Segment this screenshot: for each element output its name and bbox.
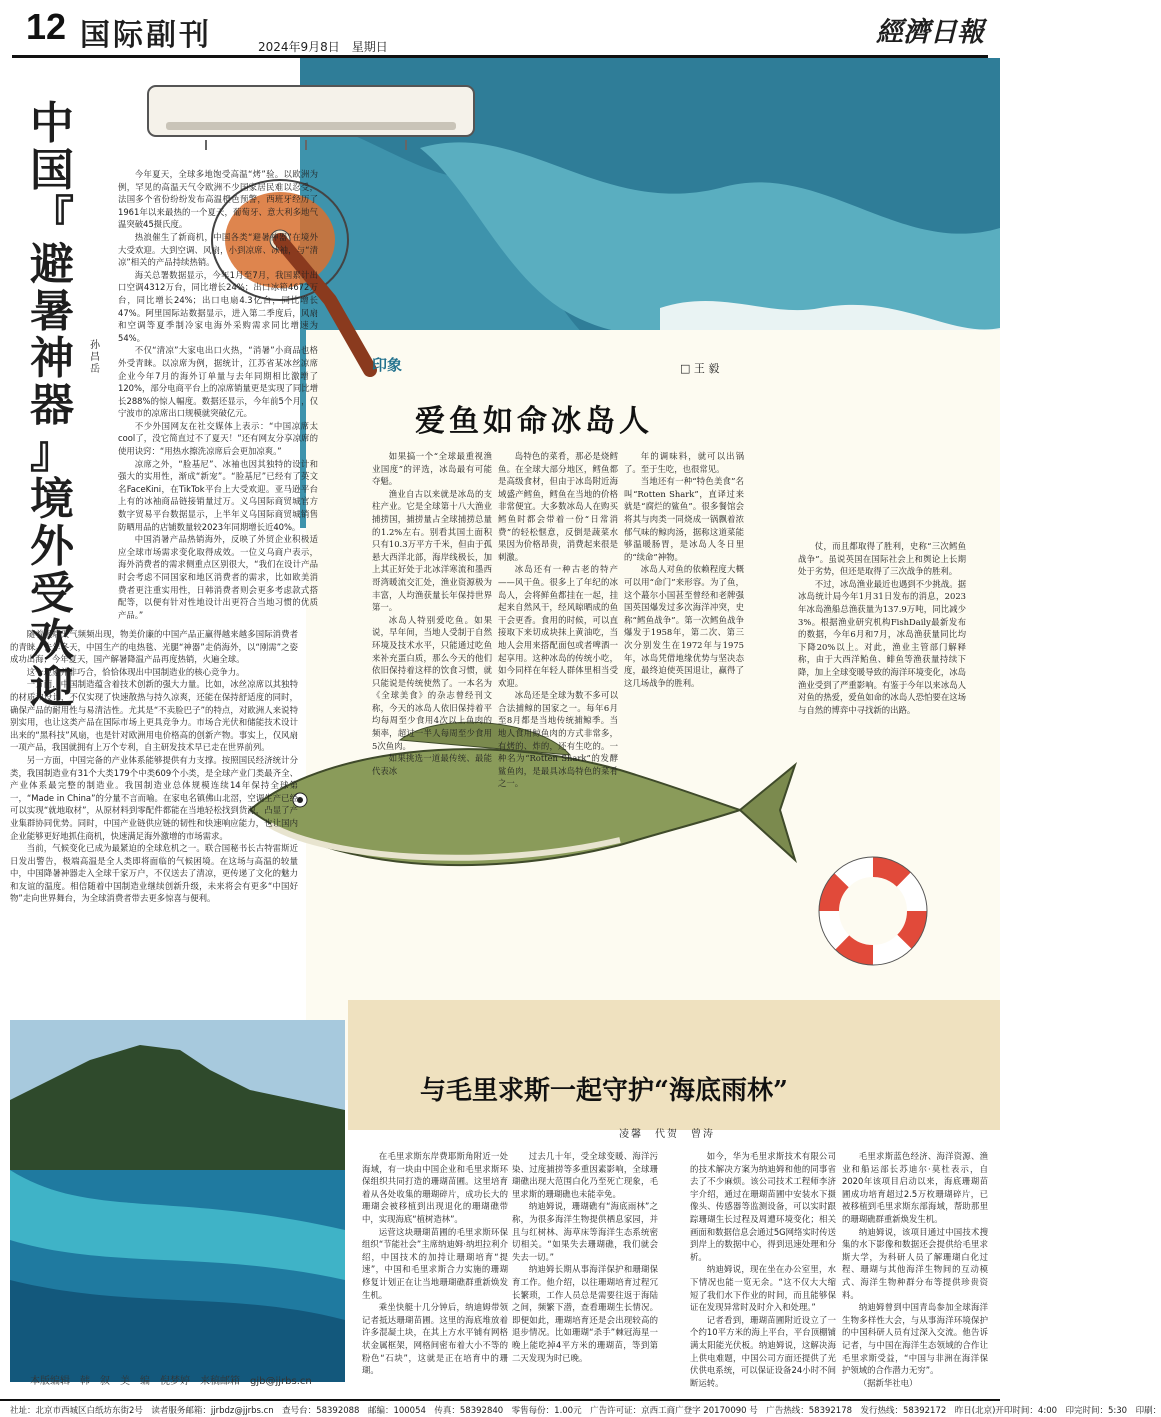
paragraph: 今年夏天，全球多地饱受高温“烤”验。以欧洲为例，罕见的高温天气令欧洲不少国家居民难以忍受，法国多个省份纷纷发布高温橙色预警，西班牙经历了1961年以来最热的一个夏天，葡萄牙、意大利多地气温突破45摄氏度。 [118,169,318,230]
paragraph: 不少外国网友在社交媒体上表示：“中国凉席太cool了，没它简直过不了夏天！”还有网友分享凉席的使用诀窍：“用热水擦洗凉席后会更加凉爽。” [118,420,318,457]
editor-credit: 本版编辑 韩 叙 美 编 倪梦婷 来稿邮箱 gjb@jjrbs.cn [30,1376,312,1387]
article-3-column [690,1150,836,1395]
paragraph: 乘坐快艇十几分钟后，纳迪姆带领记者抵达珊瑚苗圃。这里的海底堆放着许多混凝土块，在其上方水平铺有网格状金属框架，网格间密布着大小不等的粉色“石块”，这就是正在培育中的珊瑚。 [362,1302,508,1376]
headline-char: 避 [30,239,74,290]
headline-char: 外 [30,521,74,572]
paragraph: 凉席之外，“脸基尼”、冰袖也因其独特的设计和强大的实用性，渐成“新宠”。“脸基尼”已经有了英文名FaceKini，在TikTok平台上大受欢迎。亚马逊平台上有的冰袖商品链接销量过万。义乌国际商贸城官方数字贸易平台数据显示，上半年义乌国际商贸城销售防晒用品的店铺数量较2023年同期增长近40%。 [118,458,318,532]
section-title: 国际副刊 [80,18,212,53]
byline-article-2: □ 王 毅 [680,362,720,375]
paragraph: 不仅“清凉”大家电出口火热，“消暑”小商品也格外受青睐。以凉席为例，据统计，江苏省某冰丝凉席企业今年7月的海外订单量与去年同期相比激增了120%，部分电商平台上的凉席销量更是实现了同比增长288%的惊人幅度。数据还显示，今年前5个月，仅宁波市的凉席出口规模就突破亿元。 [118,345,318,419]
paragraph: 如果搞一个“全球最重视渔业国度”的评选，冰岛最有可能夺魁。 [372,451,492,487]
paragraph: 冰岛人对鱼的依赖程度大概可以用“命门”来形容。为了鱼，这个蕞尔小国甚至曾经和老牌强国英国爆发过多次海洋冲突，史称“鳕鱼战争”。第一次鳕鱼战争爆发于1958年，第二次、第三次分别发生在1972年与1975年，冰岛凭借地缘优势与坚决态度，最终迫使英国退让，赢得了这几场战争的胜利。 [624,564,744,688]
paragraph: 纳迪姆说，珊瑚礁有“海底雨林”之称，为很多海洋生物提供栖息家园，并且与红树林、海草床等海洋生态系统密切相关。“如果失去珊瑚礁，我们就会失去一切。” [512,1201,658,1262]
paragraph: 仗，而且都取得了胜利，史称“三次鳕鱼战争”。虽说英国在国际社会上和舆论上长期处于劣势，但还是取得了三次战争的胜利。 [798,541,966,577]
article-2-column [498,450,618,789]
headline-icelanders-love-fish: 爱鱼如命冰岛人 [415,404,653,439]
paragraph: 记者看到，珊瑚苗圃附近设立了一个约10平方米的海上平台，平台顶棚铺满太阳能光伏板。纳迪姆说，这解决海上供电难题，中国公司方面还提供了光伏供电系统，可以保证设备24小时不间断运转。 [690,1314,836,1388]
paragraph: 冰岛人特别爱吃鱼。如果说，早年间，当地人受制于自然环境及技术水平，只能通过吃鱼来补充蛋白质，那么今天的他们依旧保持着这样的饮食习惯，就只能说是传统使然了。一本名为《全球美食》的杂志曾经刊文称，今天的冰岛人依旧保持着平均每周至少食用4次以上鱼肉的频率，超过一半人每周至少食用5次鱼肉。 [372,614,492,751]
paragraph: 这一现象并非巧合，恰恰体现出中国制造业的核心竞争力。 [26,666,245,677]
paragraph: 冰岛还有一种古老的特产——风干鱼。很多上了年纪的冰岛人，会将鲜鱼都挂在一起，挂起来自然风干，经风晾晒成的鱼干会更香。食用的时候，可以直接取下来切成块抹上黄油吃，当地人会用来搭配面包或者啤酒一起享用。这种冰岛的传统小吃，如今同样在年轻人群体里相当受欢迎。 [498,564,618,688]
headline-char: 境 [30,474,74,525]
byline-article-3: 凌馨 代贺 曾涛 [619,1129,715,1140]
paragraph: （据新华社电） [858,1377,918,1388]
headline-char: 』 [30,427,74,478]
paragraph: 毛里求斯蓝色经济、海洋资源、渔业和船运部长苏迪尔·莫杜表示，自2020年该项目启动以来，海底珊瑚苗圃成功培育超过2.5万枚珊瑚碎片，已被移植到毛里求斯东部海域，帮助那里的珊瑚礁群重新焕发生机。 [842,1151,988,1224]
paragraph: 不过，冰岛渔业最近也遇到不少挑战。据冰岛统计局今年1月31日发布的消息，2023年冰岛渔船总渔获量为137.9万吨，同比减少3%。根据渔业研究机构FishDaily最新发布的数据，今年6月和7月，冰岛渔获量同比均下降20%以上。对此，渔业主管部门解释称，由于大西洋鲐鱼、鲱鱼等渔获量持续下降，加上全球变暖导致的海洋环境变化，冰岛渔业受到了严重影响。有鉴于今年以来冰岛人对鱼的热爱，爱鱼如命的冰岛人恐怕要在这场与自然的博弈中寻找新的出路。 [798,578,966,715]
paragraph: 渔业自古以来就是冰岛的支柱产业。它是全球第十八大渔业捕捞国，捕捞量占全球捕捞总量的1.2%左右。别看其国土面积只有10.3万平方千米，但由于孤悬大西洋北部，海岸线极长，加上其正好处于北冰洋寒流和墨西哥湾暖流交汇处，渔业资源极为丰富，人均渔获量长年保持世界第一。 [372,488,492,613]
paragraph: 运营这块珊瑚苗圃的毛里求斯环保组织“节能社会”主席纳迪姆·纳坦拉利介绍，中国技术的加持让珊瑚培育“提速”，中国和毛里求斯合力实施的珊瑚修复计划正在让当地珊瑚礁群重新焕发生机。 [362,1226,508,1300]
paragraph: 纳迪姆说，该项目通过中国技术搜集的水下影像和数据还会提供给毛里求斯大学，为科研人员了解珊瑚白化过程、珊瑚与其他海洋生物间的互动模式、海洋生物种群分布等提供珍贵资料。 [842,1226,988,1300]
issue-date: 2024年9月8日 星期日 [258,40,388,54]
air-conditioner-icon [146,84,476,152]
mauritius-coast-photo [10,1020,345,1382]
headline-char: 中 [30,98,74,149]
paragraph: 热浪催生了新商机，中国各类“避暑神器”在境外大受欢迎。大到空调、风扇，小到凉席、冰袖，与“清凉”相关的产品持续热销。 [118,231,318,268]
paragraph: 如今，华为毛里求斯技术有限公司的技术解决方案为纳迪姆和他的同事省去了不少麻烦。该公司技术工程师李济宇介绍，通过在珊瑚苗圃中安装水下摄像头、传感器等监测设备，可以实时跟踪珊瑚生长过程及周遭环境变化；相关画面和数据信息会通过5G网络实时传送到岸上的数据中心，得到迅速处理和分析。 [690,1151,836,1262]
paragraph: 另一方面，中国完备的产业体系能够提供有力支撑。按照国民经济统计分类，我国制造业有31个大类179个中类609个小类，是全球产业门类最齐全、产业体系最完整的制造业。我国制造业总体规模连续14年保持全球第一，“Made in China”的分量不言而喻。在家电名镇佛山北滘，空调生产已经可以实现“就地取材”，从原材料到零配件都能在当地轻松找到货源，凸显了产业集群协同优势。同时，中国产业链供应链的韧性和快速响应能力，也让国内企业能够更好地抓住商机，快速满足海外激增的市场需求。 [10,754,298,841]
masthead-logo: 經濟日報 [876,17,984,48]
article-2-column [798,540,966,830]
article-3-column [842,1150,988,1395]
headline-char: 器 [30,380,74,431]
page-header [0,0,1000,56]
headline-char: 『 [30,192,74,243]
article-2-column [372,450,492,776]
paragraph: 当前，气候变化已成为最紧迫的全球危机之一。联合国秘书长古特雷斯近日发出警告，极端高温是全人类即将面临的气候困境。在这场与高温的较量中，中国降暑神器走入全球千家万户，不仅送去了清凉，更传递了文化的魅力和友谊的温度。相信随着中国制造业继续创新升级，未来将会有更多“中国好物”走向世界舞台，为全球消费者带去更多惊喜与便利。 [10,843,298,904]
article-3-column [362,1150,508,1395]
headline-char: 神 [30,333,74,384]
article-1-body-wide [10,628,298,1008]
paragraph: 中国消暑产品热销海外，反映了外贸企业积极适应全球市场需求变化取得成效。一位义乌商户表示，海外消费者的需求侧重点区别很大，“我们在设计产品时会考虑不同国家和地区消费者的需求，比如欧美消费者更注重实用性，日韩消费者则会更多考虑款式搭配等，以便有针对性地设计出更符合当地习惯的优质产品。” [118,534,318,620]
paragraph: 纳迪姆长期从事海洋保护和珊瑚保育工作。他介绍，以往珊瑚培育过程冗长繁琐，工作人员总是需要往返于海陆之间，频繁下潜，查看珊瑚生长情况。即便如此，珊瑚培育还是会出现较高的退步情况。比如珊瑚“杀手”棘冠海星一晚上能吃掉4平方米的珊瑚苗，等到第二天发现为时已晚。 [512,1264,658,1363]
page-footer: 社址：北京市西城区白纸坊东街2号 读者服务邮箱：jjrbdz@jjrbs.cn 查号台：58392088 邮编：100054 传真：58392840 零售每份：1.00元 广告许可证：京西工商广登字 20170090 号 广告热线：58392178 发行热线：58392172 昨日(北京)开印时间：4:00 印完时间：5:30 印刷： [0,1399,1000,1417]
article-1-intro [118,168,318,624]
paragraph: 当地还有一种“特色美食”名叫“Rotten Shark”，直译过来就是“腐烂的鲨鱼”。很多餐馆会将其与肉类一同烧成一锅飘着浓郁气味的鲸肉汤，据称这道菜能够温暖肠胃，是冰岛人冬日里的“续命”神物。 [624,476,744,562]
column-tag: 印象 [372,356,403,374]
headline-china-cooling-gadgets [28,100,76,711]
article-3-column [512,1150,658,1395]
paragraph: 随着极端天气频频出现，物美价廉的中国产品正赢得越来越多国际消费者的青睐。去年冬天，中国生产的电热毯、光腿“神器”走俏海外，以“刚需”之姿成功出海；今年夏天，国产解暑降温产品再度热销，火遍全球。 [10,629,298,665]
paragraph: 过去几十年，受全球变暖、海洋污染、过度捕捞等多重因素影响，全球珊瑚礁出现大范围白化乃至死亡现象，毛里求斯的珊瑚礁也未能幸免。 [512,1151,658,1199]
headline-char: 受 [30,568,74,619]
paragraph: 纳迪姆说，现在坐在办公室里，水下情况也能一览无余。“这不仅大大缩短了我们水下作业的时间，而且能够保证在发现异常时及时介入和处理。” [690,1264,836,1313]
life-buoy-icon [818,856,928,966]
paragraph: 纳迪姆曾到中国青岛参加全球海洋生物多样性大会，与从事海洋环境保护的中国科研人员有过深入交流。他告诉记者，与中国在海洋生态领域的合作让毛里求斯受益，“中国与非洲在海洋保护领域的合作潜力无穷”。 [842,1302,988,1376]
page-number: 12 [26,6,67,47]
headline-mauritius-coral: 与毛里求斯一起守护“海底雨林” [420,1076,788,1106]
paragraph: 一方面，中国制造蕴含着技术创新的强大力量。比如，冰丝凉席以其独特的材质和设计，不仅实现了快速散热与持久凉爽，还能在保持舒适度的同时，确保产品的耐用性与易清洁性。尤其是“不卖脸巴子”的特点，对欧洲人来说特别实用，也让这类产品在国际市场上更具竞争力。市场合光伏和储能技术设计出来的“黑科技”风扇，也是针对欧洲用电价格高的创新产物。事实上，仅风扇一项产品，我国就拥有上万个专利，自主研发技术早已走在世界前列。 [10,679,298,753]
paragraph: 冰岛还是全球为数不多可以合法捕鲸的国家之一。每年6月至8月都是当地传统捕鲸季。当地人食用鲸鱼肉的方式非常多，有烤的、炸的，还有生吃的。一种名为“Rotten Shark”的发酵鲨鱼肉，是最具冰岛特色的菜肴之一。 [498,690,618,789]
paragraph: 年的调味料，就可以出锅了。至于生吃，也很常见。 [624,451,744,474]
paragraph: 海关总署数据显示，今年1月至7月，我国累计出口空调4312万台，同比增长24%；出口冰箱4672万台，同比增长24%；出口电扇4.3亿台，同比增长47%。阿里国际站数据显示，进入第二季度后，风扇和空调等夏季制冷家电海外采购需求同比增速为54%。 [118,269,318,343]
paragraph: 岛特色的菜肴，那必是烧鳕鱼。在全球大部分地区，鳕鱼都是高级食材，但由于冰岛附近海域盛产鳕鱼，鳕鱼在当地的价格非常便宜。大多数冰岛人在购买鳕鱼时都会带着一份“日常消费”的轻松惬意，反倒是蔬菜水果因为价格昂贵，消费起来很是刺激。 [498,451,618,562]
headline-char: 欢 [30,615,74,666]
paragraph: 如果挑选一道最传统、最能代表冰 [372,753,492,776]
paragraph: 在毛里求斯东岸费耶斯角附近一处海域，有一块由中国企业和毛里求斯环保组织共同打造的珊瑚苗圃。这里培育着从各处收集的珊瑚碎片，成功长大的珊瑚会被移植到出现退化的珊瑚礁带中，实现海底“植树造林”。 [362,1151,508,1224]
headline-char: 暑 [30,286,74,337]
sand-band [348,1000,1000,1130]
byline-article-1: 孙昌岳 [90,340,100,375]
headline-char: 国 [30,145,74,196]
article-2-column [624,450,744,750]
headline-char: 迎 [30,662,74,713]
